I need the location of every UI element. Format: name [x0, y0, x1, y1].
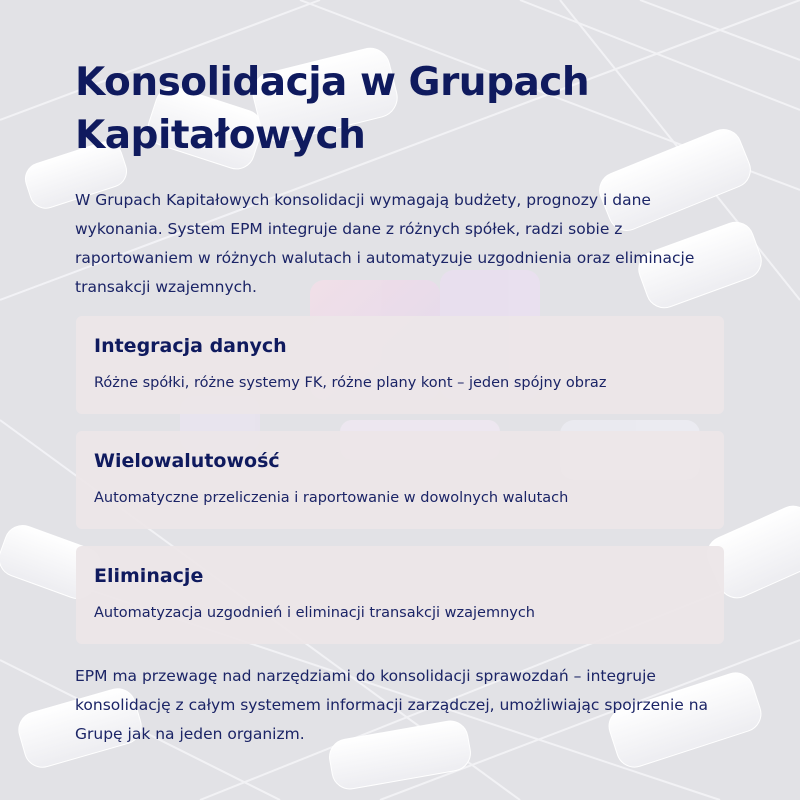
- feature-card-title: Wielowalutowość: [94, 450, 280, 472]
- feature-card-description: Różne spółki, różne systemy FK, różne plany kont – jeden spójny obraz: [94, 375, 607, 391]
- page-title: Konsolidacja w Grupach Kapitałowych: [75, 60, 590, 158]
- feature-card-title: Integracja danych: [94, 335, 287, 357]
- feature-card-description: Automatyczne przeliczenia i raportowanie w dowolnych walutach: [94, 490, 569, 506]
- feature-card-data-integration: [76, 316, 724, 414]
- feature-card-description: Automatyzacja uzgodnień i eliminacji transakcji wzajemnych: [94, 605, 535, 621]
- feature-card-multicurrency: [76, 431, 724, 529]
- summary-paragraph: EPM ma przewagę nad narzędziami do konsolidacji sprawozdań – integruje konsolidację z całym systemem informacji zarządczej, umożliwiając spojrzenie na Grupę jak na jeden organizm.: [75, 667, 709, 743]
- feature-card-eliminations: [76, 546, 724, 644]
- feature-card-title: Eliminacje: [94, 565, 204, 587]
- intro-paragraph: W Grupach Kapitałowych konsolidacji wymagają budżety, prognozy i dane wykonania. System EPM integruje dane z różnych spółek, radzi sobie z raportowaniem w różnych walutach i automatyzuje uzgodnienia oraz eliminacje transakcji wzajemnych.: [75, 191, 695, 296]
